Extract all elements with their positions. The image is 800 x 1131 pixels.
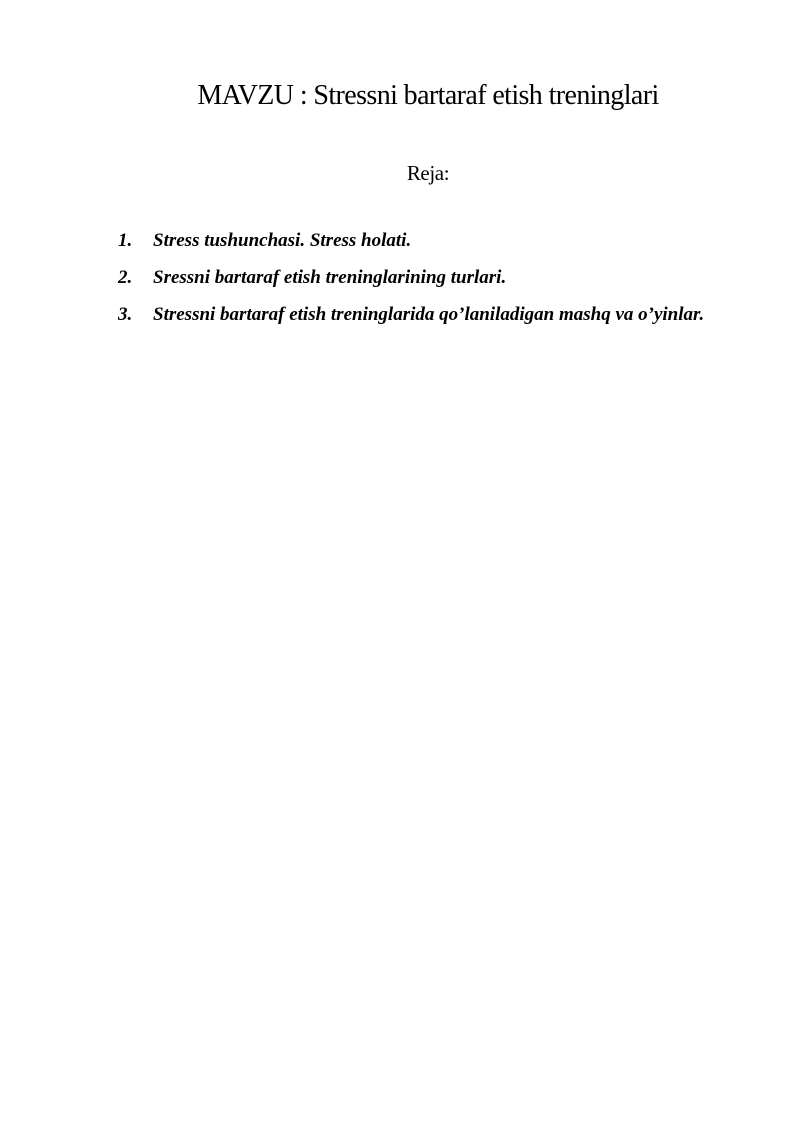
plan-item-text: Sressni bartaraf etish treninglarining turlari.	[153, 267, 507, 288]
plan-item-number: 3.	[118, 304, 133, 325]
plan-heading: Reja:	[406, 161, 450, 185]
plan-item-1	[118, 222, 742, 259]
plan-item-text: Stress tushunchasi. Stress holati.	[153, 230, 412, 251]
plan-item-2	[118, 259, 742, 296]
plan-item-number: 1.	[118, 230, 133, 251]
plan-item-text: Stressni bartaraf etish treninglarida qo’laniladigan mashq va o’yinlar.	[153, 304, 705, 325]
page-title: MAVZU : Stressni bartaraf etish treninglari	[197, 80, 659, 111]
plan-item-3	[118, 296, 742, 333]
plan-list	[118, 222, 742, 333]
plan-item-number: 2.	[118, 267, 133, 288]
